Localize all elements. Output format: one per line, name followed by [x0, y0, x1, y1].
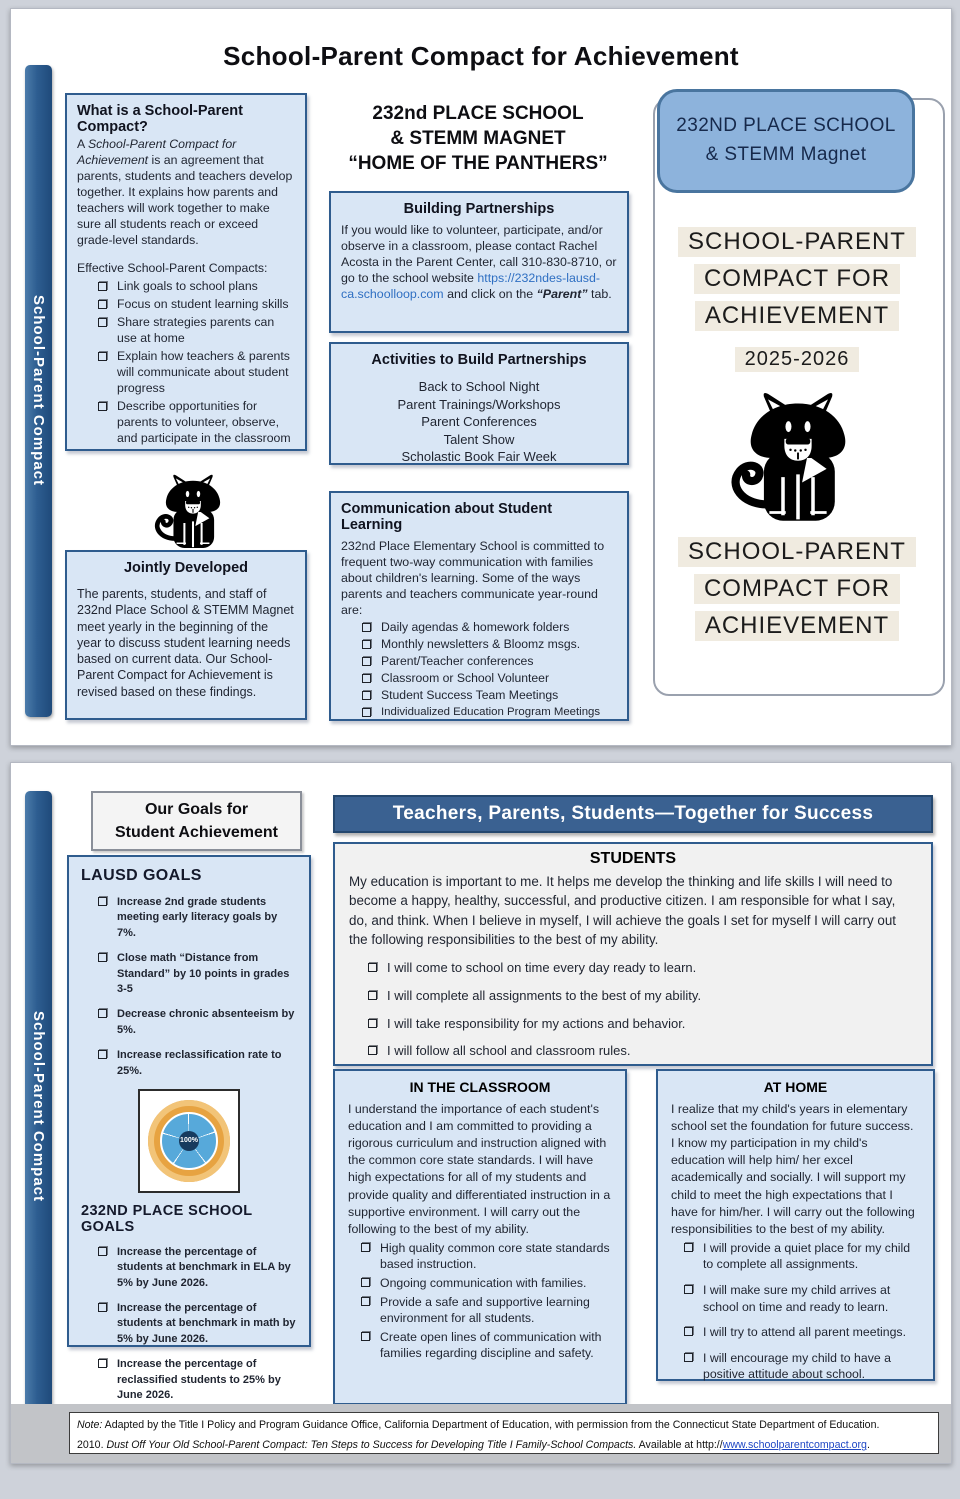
checkbox-icon — [98, 1359, 107, 1368]
checkbox-icon — [98, 318, 107, 327]
list-item: Focus on student learning skills — [95, 297, 295, 313]
what-is-compact-box — [65, 93, 307, 451]
what-box-list — [77, 279, 295, 447]
checkbox-icon — [684, 1327, 693, 1336]
list-item: Increase 2nd grade students meeting early literacy goals by 7%. — [95, 895, 297, 941]
building-box-body: If you would like to volunteer, participate, and/or observe in a classroom, please contact Rachel Acosta in the Parent Center, call 310-830-8710, or go to the school website https://232ndes-lausd-ca.schoolloop.com and click on the “Parent” tab. — [341, 223, 617, 301]
list-item: Monthly newsletters & Bloomz msgs. — [359, 637, 617, 653]
panther-mascot-icon — [150, 471, 236, 553]
checkbox-icon — [362, 623, 371, 632]
communication-box — [329, 491, 629, 721]
checkbox-icon — [368, 963, 377, 972]
checkbox-icon — [98, 953, 107, 962]
classroom-body: I understand the importance of each student's education and I am committed to providing a rigorous curriculum and instruction aligned with the common core state standards. I will have high expectations for all of my students and provide quality and differentiated instruction in a supportive environment. I will carry out the following to the best of my ability. — [348, 1102, 611, 1236]
list-item: Back to School Night — [418, 379, 540, 394]
school-name-badge: 232ND PLACE SCHOOL & STEMM Magnet — [657, 89, 915, 193]
home-body: I realize that my child's years in elementary school set the foundation for future success. I know my participation in my child's education will help him/ her excel academically and socially. I will support my child to meet the high expectations that I have for him/her. I will carry out the following responsibilities to the best of my ability. — [671, 1102, 915, 1236]
cover-title: SCHOOL-PARENT COMPACT FOR ACHIEVEMENT — [653, 227, 941, 338]
list-item: I will come to school on time every day ready to learn. — [365, 960, 917, 977]
list-item: Parent Conferences — [421, 414, 537, 430]
list-item: Share strategies parents can use at home — [95, 315, 295, 347]
lausd-goals-title: LAUSD GOALS — [81, 867, 202, 884]
communication-box-title: Communication about Student Learning — [341, 501, 553, 533]
checkbox-icon — [98, 897, 107, 906]
list-item: Close math “Distance from Standard” by 10 points in grades 3-5 — [95, 951, 297, 997]
list-item: I will encourage my child to have a positive attitude about school. — [681, 1350, 920, 1383]
checkbox-icon — [684, 1243, 693, 1252]
list-item: Increase the percentage of students at benchmark in ELA by 5% by June 2026. — [95, 1245, 297, 1291]
list-item: Link goals to school plans — [95, 279, 295, 295]
checkbox-icon — [98, 1009, 107, 1018]
checkbox-icon — [98, 300, 107, 309]
school-website-link[interactable]: https://232ndes-lausd-ca.schoolloop.com — [341, 270, 600, 301]
checkbox-icon — [361, 1243, 370, 1252]
list-item: Increase the percentage of students at benchmark in math by 5% by June 2026. — [95, 1301, 297, 1347]
checkbox-icon — [368, 991, 377, 1000]
students-title: STUDENTS — [589, 850, 677, 867]
list-item: Student Success Team Meetings — [359, 688, 617, 704]
list-item: I will try to attend all parent meetings. — [681, 1324, 920, 1341]
in-the-classroom-box — [333, 1069, 627, 1405]
checkbox-icon — [98, 282, 107, 291]
students-list — [349, 960, 917, 1061]
footnote-line-2: 2010. Dust Off Your Old School-Parent Compact: Ten Steps to Success for Developing Title I Family-School Compacts. Available at http://www.schoolparentcompact.org. — [77, 1439, 870, 1452]
communication-list — [341, 620, 617, 719]
brochure-page-inside — [10, 762, 952, 1464]
home-list — [671, 1240, 920, 1383]
list-item: Classroom or School Volunteer — [359, 671, 617, 687]
checkbox-icon — [98, 402, 107, 411]
activities-list — [341, 378, 617, 466]
lausd-goals-list — [81, 895, 297, 1079]
checkbox-icon — [98, 1303, 107, 1312]
communication-box-body: 232nd Place Elementary School is committed to frequent two-way communication with families about children's learning. Some of the ways parents and teachers communicate year-round are: — [341, 539, 605, 617]
list-item: Decrease chronic absenteeism by 5%. — [95, 1007, 297, 1038]
list-item: I will make sure my child arrives at school on time and ready to learn. — [681, 1282, 920, 1315]
page-title: School-Parent Compact for Achievement — [223, 41, 739, 71]
school-name-heading: 232nd PLACE SCHOOL & STEMM MAGNET “HOME OF THE PANTHERS” — [348, 103, 608, 175]
building-partnerships-box — [329, 191, 629, 333]
list-item: Parent/Teacher conferences — [359, 654, 617, 670]
what-box-list-lead: Effective School-Parent Compacts: — [77, 260, 268, 275]
checkbox-icon — [362, 708, 371, 717]
classroom-title: IN THE CLASSROOM — [409, 1079, 551, 1095]
list-item: Talent Show — [443, 431, 515, 447]
sidebar-tab — [25, 65, 52, 717]
students-box — [333, 842, 933, 1066]
sidebar-label: School-Parent Compact — [30, 1011, 47, 1203]
checkbox-icon — [362, 640, 371, 649]
list-item: Describe opportunities for parents to volunteer, observe, and participate in the classroom — [95, 399, 295, 447]
list-item: Daily agendas & homework folders — [359, 620, 617, 636]
list-item: Create open lines of communication with families regarding discipline and safety. — [358, 1329, 612, 1362]
list-item: I will follow all school and classroom rules. — [365, 1043, 917, 1060]
goals-box — [67, 855, 311, 1402]
checkbox-icon — [98, 1247, 107, 1256]
checkbox-icon — [361, 1278, 370, 1287]
list-item: I will provide a quiet place for my child to complete all assignments. — [681, 1240, 920, 1273]
checkbox-icon — [368, 1046, 377, 1055]
students-body: My education is important to me. It helps me develop the thinking and life skills I will need to become a happy, healthy, successful, and productive citizen. I am responsible for what I say, do, and think. When I believe in myself, I will achieve the goals I set for myself I will carry out the following responsibilities to the best of my ability. — [349, 874, 897, 948]
cover-title-repeat: SCHOOL-PARENT COMPACT FOR ACHIEVEMENT — [653, 537, 941, 648]
list-item: Explain how teachers & parents will communicate about student progress — [95, 349, 295, 397]
checkbox-icon — [362, 674, 371, 683]
jointly-developed-box — [65, 550, 307, 720]
list-item: High quality common core state standards based instruction. — [358, 1240, 612, 1273]
panther-mascot-icon — [723, 387, 873, 529]
goals-header-box: Our Goals for Student Achievement — [91, 791, 302, 851]
activities-box — [329, 342, 629, 465]
activities-box-title: Activities to Build Partnerships — [371, 352, 587, 368]
wheel-center-label: 100% — [179, 1131, 199, 1151]
list-item: Individualized Education Program Meetings — [359, 705, 617, 720]
at-home-box — [656, 1069, 935, 1381]
list-item: Increase the percentage of reclassified students to 25% by June 2026. — [95, 1357, 297, 1403]
checkbox-icon — [684, 1353, 693, 1362]
jointly-box-title: Jointly Developed — [123, 560, 249, 576]
checkbox-icon — [361, 1297, 370, 1306]
list-item: Ongoing communication with families. — [358, 1275, 612, 1292]
checkbox-icon — [362, 691, 371, 700]
sidebar-tab — [25, 791, 52, 1423]
classroom-list — [348, 1240, 612, 1362]
list-item: Parent Trainings/Workshops — [397, 396, 561, 412]
list-item: I will complete all assignments to the best of my ability. — [365, 988, 917, 1005]
checkbox-icon — [362, 657, 371, 666]
list-item: Scholastic Book Fair Week — [401, 449, 557, 465]
home-title: AT HOME — [763, 1079, 828, 1095]
checkbox-icon — [98, 352, 107, 361]
lausd-goals-wheel-icon — [138, 1089, 240, 1193]
list-item: Increase reclassification rate to 25%. — [95, 1048, 297, 1079]
sidebar-label: School-Parent Compact — [30, 295, 47, 487]
checkbox-icon — [98, 1050, 107, 1059]
checkbox-icon — [684, 1285, 693, 1294]
what-box-title: What is a School-Parent Compact? — [77, 103, 243, 135]
list-item: Provide a safe and supportive learning environment for all students. — [358, 1294, 612, 1327]
footnote-box — [69, 1412, 939, 1454]
school-year: 2025-2026 — [653, 347, 941, 372]
brochure-page-front — [10, 8, 952, 746]
school-goals-list — [81, 1245, 297, 1404]
together-for-success-banner: Teachers, Parents, Students—Together for Success — [333, 795, 933, 833]
checkbox-icon — [368, 1019, 377, 1028]
building-box-title: Building Partnerships — [403, 201, 555, 217]
jointly-box-body: The parents, students, and staff of 232nd Place School & STEMM Magnet meet yearly in the beginning of the year to discuss student learning needs based on current data. Our School-Parent Compact for Achievement is revised based on these findings. — [77, 587, 294, 699]
footnote-line-1: Note: Adapted by the Title I Policy and Program Guidance Office, California Department of Education, with permission from the Connecticut State Department of Education. — [77, 1419, 880, 1431]
list-item: I will take responsibility for my actions and behavior. — [365, 1016, 917, 1033]
school-goals-title: 232ND PLACE SCHOOL GOALS — [81, 1202, 253, 1235]
checkbox-icon — [361, 1332, 370, 1341]
schoolparentcompact-link[interactable]: www.schoolparentcompact.org — [722, 1439, 867, 1452]
what-box-intro: A School-Parent Compact for Achievement is an agreement that parents, students and teachers develop together. It explains how parents and teachers will work together to make sure all students reach or exceed grade-level standards. — [77, 137, 293, 247]
